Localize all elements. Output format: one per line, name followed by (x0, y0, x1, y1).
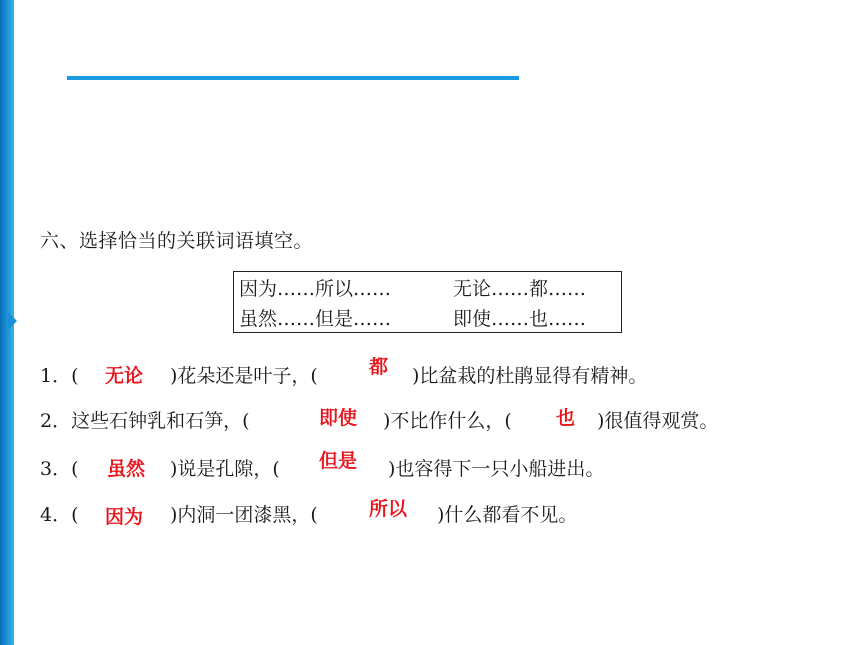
answer-text: 但是 (319, 450, 358, 472)
question-text: 3．( (40, 458, 79, 480)
question-text: )说是孔隙，( (170, 458, 280, 480)
question-text: )花朵还是叶子，( (170, 365, 318, 387)
word-choice-3: 虽然……但是…… (239, 308, 392, 330)
section-heading: 六、选择恰当的关联词语填空。 (40, 230, 314, 252)
word-choice-2: 无论……都…… (453, 278, 587, 300)
question-text: 1．( (40, 365, 79, 387)
title-underline (67, 76, 519, 80)
answer-text: 无论 (105, 365, 144, 387)
question-text: )很值得观赏。 (597, 410, 719, 432)
question-text: )也容得下一只小船进出。 (388, 458, 605, 480)
question-text: )内洞一团漆黑，( (170, 504, 318, 526)
answer-text: 即使 (319, 407, 358, 429)
word-choice-4: 即使……也…… (453, 308, 587, 330)
answer-text: 因为 (105, 506, 144, 528)
question-text: )什么都看不见。 (437, 504, 578, 526)
answer-text: 虽然 (107, 458, 146, 480)
word-choice-1: 因为……所以…… (239, 278, 392, 300)
question-text: 4．( (40, 504, 79, 526)
question-text: 2．这些石钟乳和石笋，( (40, 410, 250, 432)
answer-text: 也 (556, 407, 576, 429)
answer-text: 所以 (369, 498, 408, 520)
left-notch-arrow (8, 312, 17, 330)
word-choice-box (233, 271, 622, 333)
answer-text: 都 (369, 356, 389, 378)
question-text: )比盆栽的杜鹃显得有精神。 (412, 365, 648, 387)
question-text: )不比作什么，( (383, 410, 512, 432)
